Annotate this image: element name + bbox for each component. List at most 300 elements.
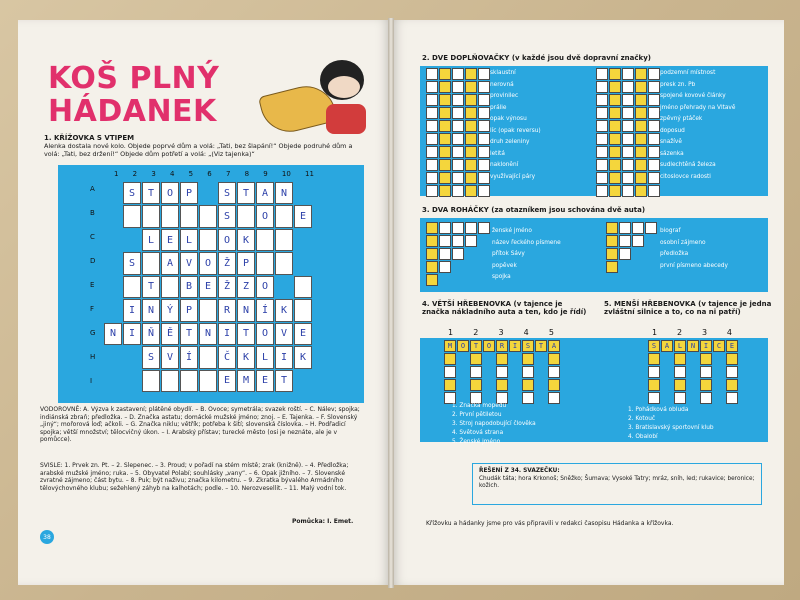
- grid-empty: [509, 353, 521, 365]
- crossword-cell: [256, 252, 274, 274]
- column-number: 5: [548, 328, 554, 337]
- grid-cell: [619, 248, 631, 260]
- grid-cell: [648, 172, 660, 184]
- grid-cell: [609, 133, 621, 145]
- secret-cell: T: [470, 340, 482, 352]
- grid-cell: [470, 379, 482, 391]
- crossword-cell: V: [180, 252, 198, 274]
- clue-item: 4. Obalobí: [628, 434, 658, 440]
- crossword-cell: N: [142, 299, 160, 321]
- crossword-cell: [294, 276, 312, 298]
- crossword-cell: [161, 276, 179, 298]
- crossword-cell: Í: [256, 299, 274, 321]
- grid-cell: [439, 235, 451, 247]
- grid-cell: [439, 94, 451, 106]
- grid-empty: [632, 248, 644, 260]
- crossword-block: [123, 346, 141, 368]
- grid-empty: [645, 235, 657, 247]
- crossword-cell: P: [180, 182, 198, 204]
- grid-cell: [609, 172, 621, 184]
- crossword-block: [104, 346, 122, 368]
- grid-cell: [606, 222, 618, 234]
- crossword-cell: [161, 370, 179, 392]
- row-letter: D: [90, 257, 96, 265]
- crossword-cell: Ž: [218, 252, 236, 274]
- crossword-cell: T: [275, 370, 293, 392]
- column-number: 4: [523, 328, 529, 337]
- grid-cell: [596, 159, 608, 171]
- grid-cell: [635, 94, 647, 106]
- grid-cell: [596, 120, 608, 132]
- clue-item: letitá: [490, 150, 505, 157]
- grid-cell: [700, 353, 712, 365]
- crossword-cell: B: [180, 276, 198, 298]
- grid-cell: [439, 146, 451, 158]
- grid-cell: [648, 185, 660, 197]
- grid-cell: [632, 222, 644, 234]
- grid-cell: [726, 392, 738, 404]
- grid-cell: [648, 107, 660, 119]
- secret-cell: M: [444, 340, 456, 352]
- page-number-badge: [40, 530, 54, 544]
- grid-cell: [622, 81, 634, 93]
- grid-cell: [609, 107, 621, 119]
- crossword-grid: [104, 182, 312, 392]
- clue-item: podzemní místnost: [660, 70, 716, 76]
- grid-cell: [452, 120, 464, 132]
- column-number: 2: [473, 328, 479, 337]
- clue-item: přítok Sávy: [492, 251, 525, 257]
- grid-cell: [452, 81, 464, 93]
- grid-cell: [596, 172, 608, 184]
- grid-cell: [426, 159, 438, 171]
- section4-clues: [452, 402, 536, 447]
- grid-empty: [478, 261, 490, 273]
- grid-empty: [535, 366, 547, 378]
- crossword-cell: I: [123, 323, 141, 345]
- grid-cell: [465, 120, 477, 132]
- grid-cell: [470, 366, 482, 378]
- grid-empty: [465, 274, 477, 286]
- grid-cell: [444, 366, 456, 378]
- crossword-cell: A: [161, 252, 179, 274]
- crossword-cell: [142, 370, 160, 392]
- section2-right-grid: [596, 68, 660, 197]
- grid-cell: [426, 94, 438, 106]
- grid-cell: [622, 120, 634, 132]
- grid-cell: [635, 172, 647, 184]
- grid-cell: [648, 379, 660, 391]
- column-number: 7: [225, 170, 231, 178]
- grid-cell: [426, 146, 438, 158]
- crossword-block: [294, 252, 312, 274]
- grid-cell: [648, 353, 660, 365]
- grid-cell: [635, 120, 647, 132]
- clue-item: presk zn. Pb: [660, 81, 696, 88]
- crossword-cell: [199, 370, 217, 392]
- clue-item: zpěvný ptáček: [660, 116, 703, 122]
- secret-cell: A: [548, 340, 560, 352]
- grid-empty: [478, 248, 490, 260]
- secret-cell: A: [661, 340, 673, 352]
- footer-note: Křížovku a hádanky jsme pro vás připravili v redakci časopisu Hádanka a křížovka.: [426, 520, 674, 527]
- grid-cell: [444, 353, 456, 365]
- grid-cell: [478, 120, 490, 132]
- crossword-cell: S: [218, 205, 236, 227]
- section2-left-grid: [426, 68, 490, 197]
- grid-cell: [439, 248, 451, 260]
- grid-cell: [478, 94, 490, 106]
- crossword-cell: [294, 299, 312, 321]
- crossword-cell: I: [123, 299, 141, 321]
- crossword-cell: S: [218, 182, 236, 204]
- crossword-cell: M: [237, 370, 255, 392]
- grid-cell: [452, 248, 464, 260]
- grid-cell: [674, 366, 686, 378]
- crossword-cell: N: [199, 323, 217, 345]
- secret-cell: I: [700, 340, 712, 352]
- crossword-cell: L: [256, 346, 274, 368]
- grid-cell: [452, 68, 464, 80]
- grid-cell: [619, 235, 631, 247]
- column-number: 3: [151, 170, 156, 178]
- clue-item: nerovná: [490, 81, 514, 88]
- grid-cell: [452, 235, 464, 247]
- grid-empty: [661, 392, 673, 404]
- crossword-block: [294, 229, 312, 251]
- crossword-cell: O: [256, 205, 274, 227]
- grid-empty: [535, 353, 547, 365]
- row-letter: I: [90, 377, 93, 385]
- answers-text: Chudák táta; hora Krkonoš; Sněžko; Šumava; Vysoké Tatry; mráz, sníh, led; rukavice; beronice; kožich.: [479, 475, 755, 489]
- grid-cell: [522, 353, 534, 365]
- grid-cell: [465, 159, 477, 171]
- crossword-block: [104, 182, 122, 204]
- grid-empty: [535, 392, 547, 404]
- grid-cell: [635, 68, 647, 80]
- crossword-cell: O: [218, 229, 236, 251]
- grid-cell: [465, 222, 477, 234]
- crossword-cell: Č: [218, 346, 236, 368]
- grid-cell: [674, 353, 686, 365]
- section3-left-grid: [426, 222, 490, 286]
- book-spine: [388, 18, 394, 588]
- clue-item: druh zeleniny: [490, 139, 530, 145]
- crossword-cell: [199, 299, 217, 321]
- grid-cell: [548, 392, 560, 404]
- grid-empty: [687, 353, 699, 365]
- grid-cell: [548, 353, 560, 365]
- grid-empty: [687, 379, 699, 391]
- crossword-cell: Ě: [161, 323, 179, 345]
- grid-cell: [478, 146, 490, 158]
- grid-empty: [535, 379, 547, 391]
- grid-cell: [648, 133, 660, 145]
- grid-cell: [596, 107, 608, 119]
- column-number: 9: [263, 170, 268, 178]
- row-letter: G: [90, 329, 96, 337]
- grid-cell: [596, 133, 608, 145]
- grid-empty: [465, 248, 477, 260]
- clue-item: 5. Ženské jméno: [452, 439, 501, 445]
- crossword-cell: T: [142, 276, 160, 298]
- grid-cell: [452, 172, 464, 184]
- grid-cell: [452, 159, 464, 171]
- grid-cell: [596, 185, 608, 197]
- crossword-cell: E: [294, 323, 312, 345]
- clue-item: spojené kovové články: [660, 93, 726, 99]
- answers-heading: ŘEŠENÍ Z 34. SVAZEČKU:: [479, 468, 560, 474]
- grid-cell: [465, 185, 477, 197]
- section3-heading: 3. DVA ROHÁČKY (za otazníkem jsou schována dvě auta): [422, 206, 646, 214]
- grid-cell: [465, 107, 477, 119]
- grid-cell: [622, 133, 634, 145]
- crossword-cell: S: [142, 346, 160, 368]
- grid-empty: [457, 353, 469, 365]
- grid-empty: [713, 392, 725, 404]
- crossword-cell: T: [142, 182, 160, 204]
- grid-cell: [726, 353, 738, 365]
- secret-cell: E: [726, 340, 738, 352]
- grid-cell: [635, 81, 647, 93]
- crossword-cell: [142, 252, 160, 274]
- clue-item: využívající páry: [490, 173, 536, 180]
- grid-cell: [470, 353, 482, 365]
- grid-cell: [648, 392, 660, 404]
- grid-cell: [648, 81, 660, 93]
- answers-box: [472, 463, 762, 505]
- clue-item: biograf: [660, 228, 681, 234]
- cat-body: [326, 104, 366, 134]
- clues-down: SVISLE: 1. Prvek zn. Pt. – 2. Slepenec. – 3. Proud; v pořadí na stém místě; zrak (knižně). – 4. Předložka; arabské mužské jméno; ruka. – 5. Obyvatel Polabí; souhlásky „vany“. – 6. Opak jižního. – 7. Slovenské zvratné zájmeno; část bytu. – 8. Puk; být naživu; značka kilometru. – 9. Zkratka bývalého Armádního tělovýchovného klubu; sežehlený záhyb na kalhotách; podle. – 10. Nerozvesellit. – 11. Malý vodní tok.: [40, 462, 349, 492]
- grid-cell: [622, 107, 634, 119]
- grid-cell: [426, 248, 438, 260]
- column-number: 2: [132, 170, 138, 178]
- grid-cell: [452, 222, 464, 234]
- grid-cell: [648, 120, 660, 132]
- cat-illustration: [262, 54, 370, 136]
- grid-cell: [622, 94, 634, 106]
- grid-empty: [713, 366, 725, 378]
- grid-cell: [465, 68, 477, 80]
- grid-cell: [426, 81, 438, 93]
- grid-cell: [465, 172, 477, 184]
- grid-empty: [687, 366, 699, 378]
- crossword-cell: V: [161, 346, 179, 368]
- grid-cell: [465, 146, 477, 158]
- grid-cell: [674, 392, 686, 404]
- clue-item: spojka: [492, 274, 511, 280]
- crossword-block: [104, 252, 122, 274]
- clue-item: název řeckého písmene: [492, 239, 561, 246]
- grid-empty: [439, 274, 451, 286]
- column-number: 4: [169, 170, 175, 178]
- page-number: 38: [43, 533, 51, 541]
- clue-item: 2. Kotouč: [628, 416, 656, 422]
- grid-empty: [687, 392, 699, 404]
- crossword-cell: K: [294, 346, 312, 368]
- grid-cell: [439, 172, 451, 184]
- grid-cell: [700, 392, 712, 404]
- column-number: 1: [448, 328, 454, 337]
- grid-cell: [426, 107, 438, 119]
- crossword-cell: E: [294, 205, 312, 227]
- grid-cell: [609, 81, 621, 93]
- crossword-cell: E: [199, 276, 217, 298]
- crossword-cell: K: [237, 229, 255, 251]
- crossword-cell: [180, 370, 198, 392]
- grid-cell: [645, 222, 657, 234]
- grid-empty: [645, 261, 657, 273]
- grid-cell: [700, 366, 712, 378]
- clue-item: citoslovce radosti: [660, 173, 711, 180]
- grid-cell: [548, 366, 560, 378]
- clue-item: 3. Stroj napodobující člověka: [452, 421, 536, 427]
- crossword-block: [294, 182, 312, 204]
- section1-intro: Alenka dostala nové kolo. Objede poprvé dům a volá: „Tati, bez šlapání!“ Objede podruhé dům a volá: „Tati, bez držení!“ Objede dům potřetí a volá: „(Viz tajenka)“: [44, 142, 353, 158]
- crossword-cell: R: [218, 299, 236, 321]
- crossword-cell: L: [180, 229, 198, 251]
- clues-across: VODOROVNĚ: A. Výzva k zastavení; plátěné obydlí. – B. Ovoce; symetrála; svazek roští. – C. Nálev; spojka; indiánská zbraň; předložka. – D. Značka astatu; domácké mužské jméno; znoj. – E. Tajenka. – F. Slovenský „jiný“; mořorová loď; ačkoli. – G. Značka niklu; větřík; potřeba k šití; slovenská číslovka. – H. Podřadicí spojka; větší množství; tělocvičný úkon. – I. Arabský přístav; turecké město (osi je neznáte, ale je v pomůcce).: [40, 406, 360, 443]
- grid-cell: [439, 222, 451, 234]
- crossword-cell: N: [104, 323, 122, 345]
- grid-empty: [457, 366, 469, 378]
- grid-cell: [439, 107, 451, 119]
- grid-empty: [478, 274, 490, 286]
- grid-cell: [622, 159, 634, 171]
- crossword-cell: [237, 205, 255, 227]
- clue-item: jméno přehrady na Vltavě: [660, 104, 736, 111]
- clue-item: ženské jméno: [492, 228, 532, 234]
- grid-cell: [596, 68, 608, 80]
- grid-cell: [426, 261, 438, 273]
- crossword-cell: [123, 205, 141, 227]
- crossword-cell: Ž: [218, 276, 236, 298]
- crossword-cell: I: [275, 346, 293, 368]
- grid-cell: [465, 235, 477, 247]
- grid-cell: [522, 366, 534, 378]
- grid-cell: [609, 146, 621, 158]
- grid-empty: [483, 379, 495, 391]
- crossword-cell: P: [180, 299, 198, 321]
- crossword-block: [104, 229, 122, 251]
- secret-cell: N: [687, 340, 699, 352]
- section5-grid: [648, 340, 738, 404]
- section4-grid: [444, 340, 560, 404]
- grid-cell: [478, 185, 490, 197]
- secret-cell: S: [522, 340, 534, 352]
- crossword-cell: [275, 229, 293, 251]
- grid-cell: [478, 81, 490, 93]
- crossword-cell: O: [256, 276, 274, 298]
- grid-cell: [674, 379, 686, 391]
- secret-cell: S: [648, 340, 660, 352]
- crossword-cell: [199, 346, 217, 368]
- crossword-cell: K: [275, 299, 293, 321]
- row-letter: C: [90, 233, 95, 241]
- clue-item: 4. Světová strana: [452, 430, 504, 436]
- crossword-block: [199, 182, 217, 204]
- crossword-column-numbers: [114, 170, 314, 180]
- clue-item: doposud: [660, 127, 685, 134]
- clue-item: líc (opak reversu): [490, 127, 541, 134]
- grid-cell: [622, 146, 634, 158]
- grid-cell: [452, 94, 464, 106]
- crossword-cell: N: [275, 182, 293, 204]
- crossword-cell: N: [237, 299, 255, 321]
- section5-numbers: [652, 328, 732, 337]
- grid-cell: [426, 133, 438, 145]
- grid-cell: [548, 379, 560, 391]
- grid-cell: [444, 379, 456, 391]
- section3-left-clues: [492, 226, 561, 284]
- column-number: 5: [188, 170, 194, 178]
- grid-cell: [606, 235, 618, 247]
- help-text: Pomůcka: I. Emet.: [292, 518, 354, 525]
- grid-cell: [426, 120, 438, 132]
- grid-cell: [496, 379, 508, 391]
- grid-empty: [509, 366, 521, 378]
- clue-item: 1. Pohádková obluda: [628, 407, 689, 413]
- grid-cell: [635, 133, 647, 145]
- clue-item: provinilec: [490, 93, 519, 99]
- grid-cell: [609, 185, 621, 197]
- grid-empty: [713, 353, 725, 365]
- crossword-cell: [275, 205, 293, 227]
- grid-cell: [452, 185, 464, 197]
- crossword-cell: E: [218, 370, 236, 392]
- section5-clues: [628, 406, 714, 442]
- grid-cell: [439, 185, 451, 197]
- crossword-cell: [256, 229, 274, 251]
- grid-cell: [465, 133, 477, 145]
- crossword-block: [104, 276, 122, 298]
- column-number: 2: [676, 328, 683, 337]
- crossword-cell: T: [237, 182, 255, 204]
- crossword-block: [275, 276, 293, 298]
- crossword-cell: [180, 205, 198, 227]
- grid-cell: [426, 222, 438, 234]
- secret-cell: O: [483, 340, 495, 352]
- grid-cell: [648, 146, 660, 158]
- row-letter: H: [90, 353, 96, 361]
- grid-cell: [648, 68, 660, 80]
- clue-item: snažívě: [660, 139, 682, 145]
- grid-empty: [661, 366, 673, 378]
- crossword-block: [104, 299, 122, 321]
- crossword-block: [123, 229, 141, 251]
- crossword-cell: O: [256, 323, 274, 345]
- grid-cell: [726, 366, 738, 378]
- crossword-cell: [199, 205, 217, 227]
- grid-cell: [478, 172, 490, 184]
- grid-cell: [426, 172, 438, 184]
- crossword-cell: Ň: [142, 323, 160, 345]
- grid-cell: [635, 107, 647, 119]
- column-number: 8: [244, 170, 250, 178]
- grid-cell: [619, 222, 631, 234]
- grid-cell: [622, 185, 634, 197]
- section3-right-grid: [606, 222, 657, 273]
- grid-cell: [426, 235, 438, 247]
- row-letter: B: [90, 209, 95, 217]
- grid-empty: [619, 261, 631, 273]
- crossword-cell: E: [256, 370, 274, 392]
- secret-cell: R: [496, 340, 508, 352]
- grid-cell: [478, 222, 490, 234]
- crossword-cell: Z: [237, 276, 255, 298]
- grid-cell: [439, 120, 451, 132]
